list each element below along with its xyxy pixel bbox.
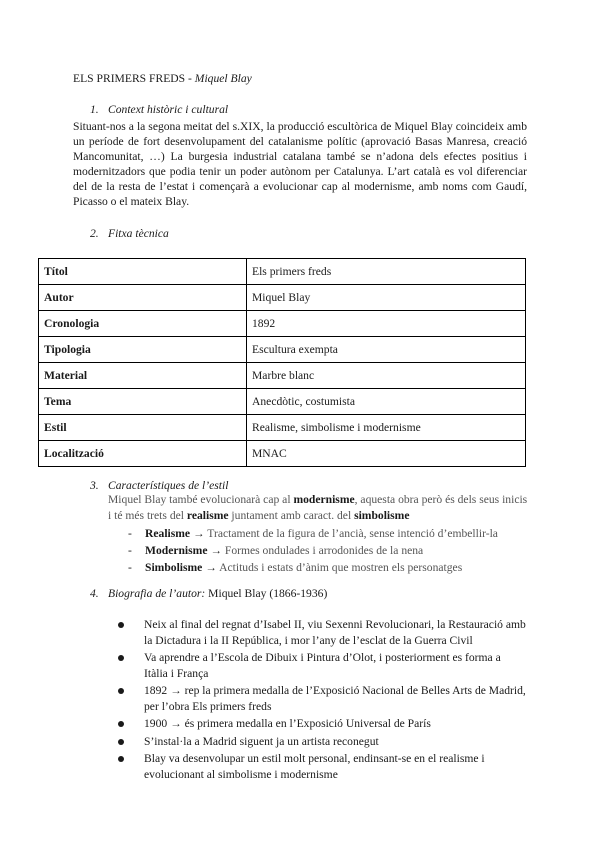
list-item: [127, 617, 527, 648]
bullet-icon: [118, 622, 124, 628]
list-item: [128, 559, 498, 576]
section-3-title: Característiques de l’estil: [108, 479, 229, 492]
bullet-icon: [118, 739, 124, 745]
table-value: Anecdòtic, costumista: [247, 389, 526, 415]
table-key: Cronologia: [39, 311, 247, 337]
table-value: Els primers freds: [247, 259, 526, 285]
list-item: [128, 525, 498, 542]
bullet-icon: [118, 721, 124, 727]
table-row: [39, 415, 526, 441]
table-value: 1892: [247, 311, 526, 337]
arrow-icon: →: [210, 544, 222, 557]
bullet-icon: [118, 756, 124, 762]
technical-sheet-table: [38, 258, 526, 467]
table-value: Marbre blanc: [247, 363, 526, 389]
arrow-icon: →: [205, 561, 217, 574]
bullet-icon: [118, 655, 124, 661]
style-characteristics-list: [128, 525, 498, 576]
dash-marker: -: [128, 561, 132, 574]
table-row: [39, 259, 526, 285]
title-author: Miquel Blay: [194, 72, 252, 85]
section-3-number: 3.: [90, 479, 99, 492]
bullet-text: Neix al final del regnat d’Isabel II, viu Sexenni Revolucionari, la Restauració amb la Dictadura i la II República, i mor l’any de l’esclat de la Guerra Civil: [144, 618, 526, 647]
table-row: [39, 389, 526, 415]
section-3-intro: [108, 492, 528, 523]
table-value: MNAC: [247, 441, 526, 467]
table-key: Tipologia: [39, 337, 247, 363]
biography-list: [127, 617, 527, 782]
section-2-number: 2.: [90, 227, 99, 240]
list-item: [127, 683, 527, 714]
list-item: [127, 716, 527, 732]
table-row: [39, 285, 526, 311]
section-4-subject: Miquel Blay (1866-1936): [205, 587, 328, 600]
table-key: Estil: [39, 415, 247, 441]
list-item: [127, 751, 527, 782]
dash-marker: -: [128, 544, 132, 557]
section-2-title: Fitxa tècnica: [108, 227, 169, 240]
section-1-title: Context històric i cultural: [108, 103, 229, 116]
table-key: Material: [39, 363, 247, 389]
bullet-text: 1892 → rep la primera medalla de l’Exposició Nacional de Belles Arts de Madrid, per l’obra Els primers freds: [144, 684, 526, 713]
table-key: Localització: [39, 441, 247, 467]
term: Simbolisme: [145, 561, 203, 574]
dash-marker: -: [128, 527, 132, 540]
description: Tractament de la figura de l’ancià, sense intenció d’embellir-la: [207, 527, 498, 540]
description: Formes ondulades i arrodonides de la nena: [224, 544, 424, 557]
term: Modernisme: [145, 544, 208, 557]
table-key: Autor: [39, 285, 247, 311]
table-row: [39, 363, 526, 389]
title-main: ELS PRIMERS FREDS: [73, 72, 186, 85]
intro-text: Miquel Blay també evolucionarà cap al: [108, 493, 294, 506]
arrow-icon: →: [192, 527, 205, 540]
table-key: Tema: [39, 389, 247, 415]
list-item: [127, 650, 527, 681]
table-value: Escultura exempta: [247, 337, 526, 363]
term: Realisme: [145, 527, 191, 540]
table-row: [39, 311, 526, 337]
bullet-text: 1900 → és primera medalla en l’Exposició Universal de París: [144, 717, 431, 730]
intro-text: juntament amb caract. del: [228, 508, 355, 522]
intro-highlight-simbolisme: simbolisme: [354, 508, 410, 522]
intro-highlight-modernisme: modernisme: [293, 493, 355, 506]
bullet-text: Va aprendre a l’Escola de Dibuix i Pintura d’Olot, i posteriorment es forma a Itàlia i França: [144, 651, 501, 680]
section-2-heading: [90, 226, 169, 241]
section-4-heading: [90, 586, 327, 601]
section-1-body: Situant-nos a la segona meitat del s.XIX, la producció escultòrica de Miquel Blay coincideix amb un període de fort desenvolupament del catalanisme polític (aprovació Basas Manresa, creació Mancomunitat, …) La burgesia industrial catalana també se n’adona dels efectes positius i modernitzadors que podia tenir un poder autònom per Catalunya. L’art català es vol diferenciar del de la resta de l’estat i començarà a evolucionar cap al modernisme, amb noms com Gaudí, Picasso o el mateix Blay.: [73, 120, 527, 208]
intro-text: , aquesta obra però és dels seus inicis i té més trets del: [108, 493, 528, 522]
table-value: Realisme, simbolisme i modernisme: [247, 415, 526, 441]
table-key: Títol: [39, 259, 247, 285]
section-1-number: 1.: [90, 103, 99, 116]
bullet-text: Blay va desenvolupar un estil molt personal, endinsant-se en el realisme i evolucionant al simbolisme i modernisme: [144, 752, 485, 781]
list-item: [127, 734, 527, 750]
description: Actituds i estats d’ànim que mostren els personatges: [219, 561, 463, 574]
section-1-heading: [90, 102, 228, 117]
section-4-title: Biografia de l’autor:: [108, 587, 206, 600]
bullet-icon: [118, 688, 124, 694]
list-item: [128, 542, 498, 559]
document-title: [73, 71, 252, 86]
intro-highlight-realisme: realisme: [186, 508, 229, 522]
table-row: [39, 441, 526, 467]
bullet-text: S’instal·la a Madrid siguent ja un artista reconegut: [144, 734, 379, 748]
table-row: [39, 337, 526, 363]
title-dash: -: [185, 72, 195, 85]
section-3-heading: [90, 478, 228, 493]
table-value: Miquel Blay: [247, 285, 526, 311]
section-4-number: 4.: [90, 587, 99, 600]
